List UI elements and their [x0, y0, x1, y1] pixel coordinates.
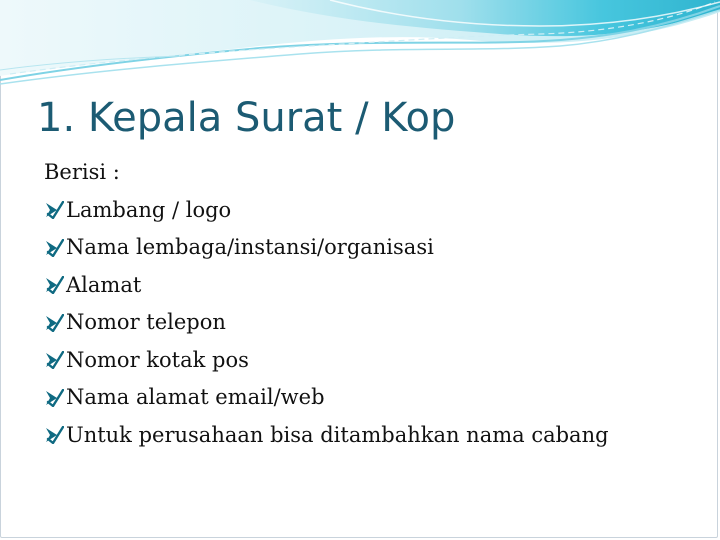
list-item [44, 192, 704, 230]
list-item [44, 342, 704, 380]
bullet-list [44, 192, 704, 455]
list-item [44, 379, 704, 417]
list-item-text: Nomor kotak pos [66, 347, 249, 372]
slide-title: 1. Kepala Surat / Kop [37, 95, 456, 141]
arrow-check-bullet-icon [44, 276, 64, 294]
slide-content [44, 154, 704, 454]
arrow-check-bullet-icon [44, 201, 64, 219]
list-item-text: Nama lembaga/instansi/organisasi [66, 235, 434, 259]
list-item-text: Lambang / logo [66, 197, 232, 222]
header-wave-decoration [0, 0, 720, 90]
list-item [44, 229, 704, 267]
list-item [44, 304, 704, 342]
list-item-text: Nomor telepon [66, 310, 226, 334]
arrow-check-bullet-icon [44, 314, 64, 332]
arrow-check-bullet-icon [44, 389, 64, 407]
intro-text: Berisi : [44, 160, 120, 184]
list-item-text: Alamat [66, 272, 142, 297]
list-item [44, 417, 704, 455]
arrow-check-bullet-icon [44, 426, 64, 444]
arrow-check-bullet-icon [44, 239, 64, 257]
list-item [44, 267, 704, 305]
arrow-check-bullet-icon [44, 351, 64, 369]
list-item-text: Untuk perusahaan bisa ditambahkan nama cabang [66, 422, 609, 447]
list-item-text: Nama alamat email/web [66, 385, 325, 409]
